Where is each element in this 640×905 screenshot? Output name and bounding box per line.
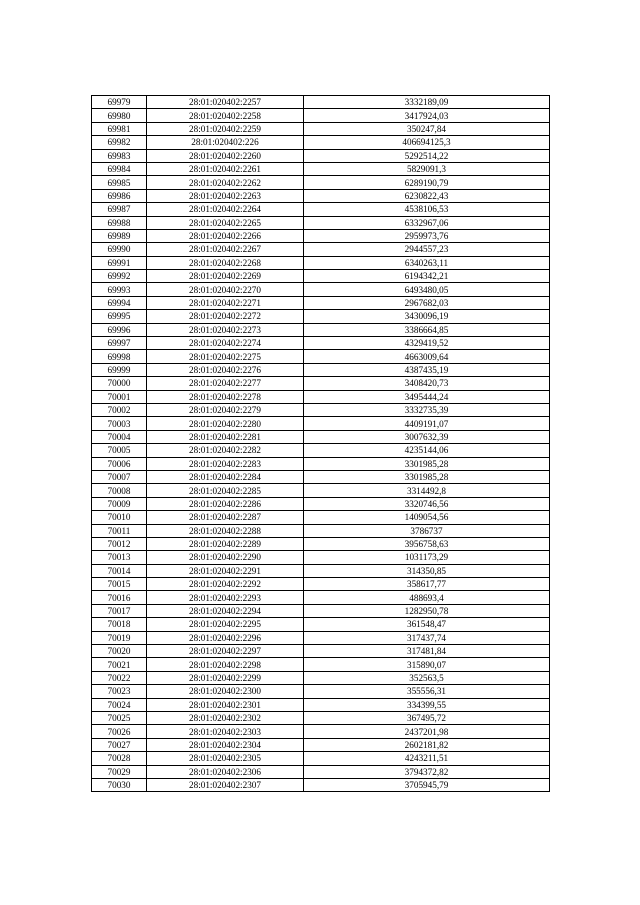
- cadastral-number-cell: 28:01:020402:2286: [147, 497, 304, 510]
- table-row: [92, 645, 550, 658]
- row-number-cell: 70002: [92, 403, 147, 416]
- value-cell: 1282950,78: [304, 604, 550, 617]
- table-row: [92, 497, 550, 510]
- cadastral-number-cell: 28:01:020402:2274: [147, 337, 304, 350]
- value-cell: 4235144,06: [304, 444, 550, 457]
- table-row: [92, 310, 550, 323]
- cadastral-number-cell: 28:01:020402:2293: [147, 591, 304, 604]
- table-row: [92, 738, 550, 751]
- table-row: [92, 203, 550, 216]
- cadastral-number-cell: 28:01:020402:2269: [147, 270, 304, 283]
- table-row: [92, 457, 550, 470]
- cadastral-number-cell: 28:01:020402:2273: [147, 323, 304, 336]
- table-row: [92, 377, 550, 390]
- table-row: [92, 363, 550, 376]
- cadastral-number-cell: 28:01:020402:2285: [147, 484, 304, 497]
- value-cell: 6332967,06: [304, 216, 550, 229]
- cadastral-number-cell: 28:01:020402:2282: [147, 444, 304, 457]
- table-row: [92, 578, 550, 591]
- table-row: [92, 484, 550, 497]
- table-row: [92, 109, 550, 122]
- value-cell: 3320746,56: [304, 497, 550, 510]
- value-cell: 3332189,09: [304, 96, 550, 109]
- row-number-cell: 69993: [92, 283, 147, 296]
- value-cell: 355556,31: [304, 685, 550, 698]
- value-cell: 3956758,63: [304, 537, 550, 550]
- cadastral-number-cell: 28:01:020402:2275: [147, 350, 304, 363]
- row-number-cell: 69980: [92, 109, 147, 122]
- cadastral-number-cell: 28:01:020402:2263: [147, 189, 304, 202]
- cadastral-number-cell: 28:01:020402:2272: [147, 310, 304, 323]
- row-number-cell: 70013: [92, 551, 147, 564]
- value-cell: 6289190,79: [304, 176, 550, 189]
- value-cell: 406694125,3: [304, 136, 550, 149]
- table-row: [92, 444, 550, 457]
- value-cell: 5292514,22: [304, 149, 550, 162]
- row-number-cell: 70022: [92, 671, 147, 684]
- table-row: [92, 270, 550, 283]
- value-cell: 5829091,3: [304, 162, 550, 175]
- table-row: [92, 243, 550, 256]
- table-row: [92, 323, 550, 336]
- row-number-cell: 70006: [92, 457, 147, 470]
- value-cell: 317481,84: [304, 645, 550, 658]
- cadastral-number-cell: 28:01:020402:2271: [147, 296, 304, 309]
- row-number-cell: 69998: [92, 350, 147, 363]
- row-number-cell: 70010: [92, 511, 147, 524]
- value-cell: 6340263,11: [304, 256, 550, 269]
- cadastral-number-cell: 28:01:020402:2305: [147, 752, 304, 765]
- row-number-cell: 70026: [92, 725, 147, 738]
- row-number-cell: 69988: [92, 216, 147, 229]
- cadastral-number-cell: 28:01:020402:2299: [147, 671, 304, 684]
- table-row: [92, 618, 550, 631]
- row-number-cell: 70020: [92, 645, 147, 658]
- row-number-cell: 70001: [92, 390, 147, 403]
- value-cell: 2602181,82: [304, 738, 550, 751]
- cadastral-number-cell: 28:01:020402:2297: [147, 645, 304, 658]
- row-number-cell: 70023: [92, 685, 147, 698]
- cadastral-number-cell: 28:01:020402:2303: [147, 725, 304, 738]
- cadastral-number-cell: 28:01:020402:2258: [147, 109, 304, 122]
- value-cell: 4538106,53: [304, 203, 550, 216]
- row-number-cell: 70014: [92, 564, 147, 577]
- row-number-cell: 70012: [92, 537, 147, 550]
- table-row: [92, 417, 550, 430]
- row-number-cell: 70016: [92, 591, 147, 604]
- value-cell: 3301985,28: [304, 470, 550, 483]
- cadastral-number-cell: 28:01:020402:2289: [147, 537, 304, 550]
- cadastral-value-table: [91, 95, 550, 792]
- table-row: [92, 296, 550, 309]
- table-row: [92, 229, 550, 242]
- row-number-cell: 70005: [92, 444, 147, 457]
- cadastral-number-cell: 28:01:020402:2307: [147, 778, 304, 791]
- value-cell: 4243211,51: [304, 752, 550, 765]
- row-number-cell: 69994: [92, 296, 147, 309]
- row-number-cell: 69981: [92, 122, 147, 135]
- value-cell: 4387435,19: [304, 363, 550, 376]
- cadastral-number-cell: 28:01:020402:2288: [147, 524, 304, 537]
- row-number-cell: 69989: [92, 229, 147, 242]
- cadastral-number-cell: 28:01:020402:2257: [147, 96, 304, 109]
- cadastral-number-cell: 28:01:020402:2291: [147, 564, 304, 577]
- value-cell: 3495444,24: [304, 390, 550, 403]
- cadastral-number-cell: 28:01:020402:2281: [147, 430, 304, 443]
- table-row: [92, 390, 550, 403]
- row-number-cell: 70028: [92, 752, 147, 765]
- table-row: [92, 765, 550, 778]
- table-row: [92, 122, 550, 135]
- cadastral-number-cell: 28:01:020402:2278: [147, 390, 304, 403]
- cadastral-number-cell: 28:01:020402:2294: [147, 604, 304, 617]
- value-cell: 3430096,19: [304, 310, 550, 323]
- cadastral-number-cell: 28:01:020402:2298: [147, 658, 304, 671]
- value-cell: 1031173,29: [304, 551, 550, 564]
- row-number-cell: 70030: [92, 778, 147, 791]
- row-number-cell: 70009: [92, 497, 147, 510]
- table-row: [92, 631, 550, 644]
- cadastral-number-cell: 28:01:020402:2296: [147, 631, 304, 644]
- cadastral-number-cell: 28:01:020402:2279: [147, 403, 304, 416]
- value-cell: 6493480,05: [304, 283, 550, 296]
- value-cell: 3314492,8: [304, 484, 550, 497]
- table-row: [92, 591, 550, 604]
- row-number-cell: 69999: [92, 363, 147, 376]
- table-row: [92, 551, 550, 564]
- value-cell: 4329419,52: [304, 337, 550, 350]
- cadastral-number-cell: 28:01:020402:2292: [147, 578, 304, 591]
- table-row: [92, 711, 550, 724]
- cadastral-number-cell: 28:01:020402:2280: [147, 417, 304, 430]
- row-number-cell: 70011: [92, 524, 147, 537]
- cadastral-number-cell: 28:01:020402:2259: [147, 122, 304, 135]
- value-cell: 3705945,79: [304, 778, 550, 791]
- value-cell: 3332735,39: [304, 403, 550, 416]
- table-row: [92, 350, 550, 363]
- table-row: [92, 136, 550, 149]
- table-row: [92, 511, 550, 524]
- table-row: [92, 403, 550, 416]
- value-cell: 3386664,85: [304, 323, 550, 336]
- cadastral-number-cell: 28:01:020402:2284: [147, 470, 304, 483]
- table-row: [92, 752, 550, 765]
- row-number-cell: 69987: [92, 203, 147, 216]
- table-row: [92, 283, 550, 296]
- value-cell: 358617,77: [304, 578, 550, 591]
- value-cell: 3007632,39: [304, 430, 550, 443]
- row-number-cell: 69982: [92, 136, 147, 149]
- row-number-cell: 70003: [92, 417, 147, 430]
- cadastral-number-cell: 28:01:020402:2277: [147, 377, 304, 390]
- table-row: [92, 470, 550, 483]
- table-row: [92, 162, 550, 175]
- cadastral-number-cell: 28:01:020402:2290: [147, 551, 304, 564]
- row-number-cell: 70007: [92, 470, 147, 483]
- row-number-cell: 70004: [92, 430, 147, 443]
- cadastral-number-cell: 28:01:020402:2261: [147, 162, 304, 175]
- value-cell: 2437201,98: [304, 725, 550, 738]
- value-cell: 6194342,21: [304, 270, 550, 283]
- cadastral-number-cell: 28:01:020402:2302: [147, 711, 304, 724]
- table-row: [92, 430, 550, 443]
- value-cell: 3786737: [304, 524, 550, 537]
- cadastral-number-cell: 28:01:020402:2260: [147, 149, 304, 162]
- row-number-cell: 70000: [92, 377, 147, 390]
- value-cell: 3301985,28: [304, 457, 550, 470]
- value-cell: 3794372,82: [304, 765, 550, 778]
- value-cell: 315890,07: [304, 658, 550, 671]
- cadastral-number-cell: 28:01:020402:2262: [147, 176, 304, 189]
- row-number-cell: 69992: [92, 270, 147, 283]
- cadastral-number-cell: 28:01:020402:2276: [147, 363, 304, 376]
- value-cell: 1409054,56: [304, 511, 550, 524]
- value-cell: 350247,84: [304, 122, 550, 135]
- value-cell: 488693,4: [304, 591, 550, 604]
- table-row: [92, 537, 550, 550]
- table-row: [92, 604, 550, 617]
- row-number-cell: 69985: [92, 176, 147, 189]
- value-cell: 4663009,64: [304, 350, 550, 363]
- row-number-cell: 69984: [92, 162, 147, 175]
- value-cell: 314350,85: [304, 564, 550, 577]
- table-row: [92, 337, 550, 350]
- table-row: [92, 658, 550, 671]
- table-row: [92, 216, 550, 229]
- row-number-cell: 70025: [92, 711, 147, 724]
- table-row: [92, 685, 550, 698]
- table-row: [92, 189, 550, 202]
- cadastral-number-cell: 28:01:020402:226: [147, 136, 304, 149]
- cadastral-number-cell: 28:01:020402:2300: [147, 685, 304, 698]
- row-number-cell: 70018: [92, 618, 147, 631]
- table-row: [92, 671, 550, 684]
- cadastral-number-cell: 28:01:020402:2283: [147, 457, 304, 470]
- row-number-cell: 70015: [92, 578, 147, 591]
- value-cell: 2967682,03: [304, 296, 550, 309]
- table-row: [92, 149, 550, 162]
- cadastral-number-cell: 28:01:020402:2295: [147, 618, 304, 631]
- table-row: [92, 176, 550, 189]
- row-number-cell: 69991: [92, 256, 147, 269]
- table-row: [92, 564, 550, 577]
- value-cell: 367495,72: [304, 711, 550, 724]
- value-cell: 2959973,76: [304, 229, 550, 242]
- row-number-cell: 70029: [92, 765, 147, 778]
- cadastral-number-cell: 28:01:020402:2306: [147, 765, 304, 778]
- cadastral-number-cell: 28:01:020402:2270: [147, 283, 304, 296]
- value-cell: 6230822,43: [304, 189, 550, 202]
- row-number-cell: 70024: [92, 698, 147, 711]
- table-row: [92, 778, 550, 791]
- row-number-cell: 69990: [92, 243, 147, 256]
- value-cell: 3408420,73: [304, 377, 550, 390]
- row-number-cell: 69997: [92, 337, 147, 350]
- row-number-cell: 70008: [92, 484, 147, 497]
- row-number-cell: 70019: [92, 631, 147, 644]
- cadastral-number-cell: 28:01:020402:2268: [147, 256, 304, 269]
- table-row: [92, 256, 550, 269]
- row-number-cell: 69983: [92, 149, 147, 162]
- table-row: [92, 524, 550, 537]
- cadastral-number-cell: 28:01:020402:2266: [147, 229, 304, 242]
- value-cell: 317437,74: [304, 631, 550, 644]
- row-number-cell: 69979: [92, 96, 147, 109]
- value-cell: 361548,47: [304, 618, 550, 631]
- cadastral-number-cell: 28:01:020402:2265: [147, 216, 304, 229]
- cadastral-number-cell: 28:01:020402:2301: [147, 698, 304, 711]
- table-body: [92, 96, 550, 792]
- row-number-cell: 70017: [92, 604, 147, 617]
- cadastral-number-cell: 28:01:020402:2267: [147, 243, 304, 256]
- row-number-cell: 70021: [92, 658, 147, 671]
- value-cell: 2944557,23: [304, 243, 550, 256]
- table-row: [92, 698, 550, 711]
- table-row: [92, 96, 550, 109]
- row-number-cell: 69995: [92, 310, 147, 323]
- table-row: [92, 725, 550, 738]
- cadastral-number-cell: 28:01:020402:2287: [147, 511, 304, 524]
- value-cell: 334399,55: [304, 698, 550, 711]
- cadastral-number-cell: 28:01:020402:2264: [147, 203, 304, 216]
- row-number-cell: 69996: [92, 323, 147, 336]
- row-number-cell: 69986: [92, 189, 147, 202]
- value-cell: 3417924,03: [304, 109, 550, 122]
- value-cell: 4409191,07: [304, 417, 550, 430]
- row-number-cell: 70027: [92, 738, 147, 751]
- cadastral-number-cell: 28:01:020402:2304: [147, 738, 304, 751]
- value-cell: 352563,5: [304, 671, 550, 684]
